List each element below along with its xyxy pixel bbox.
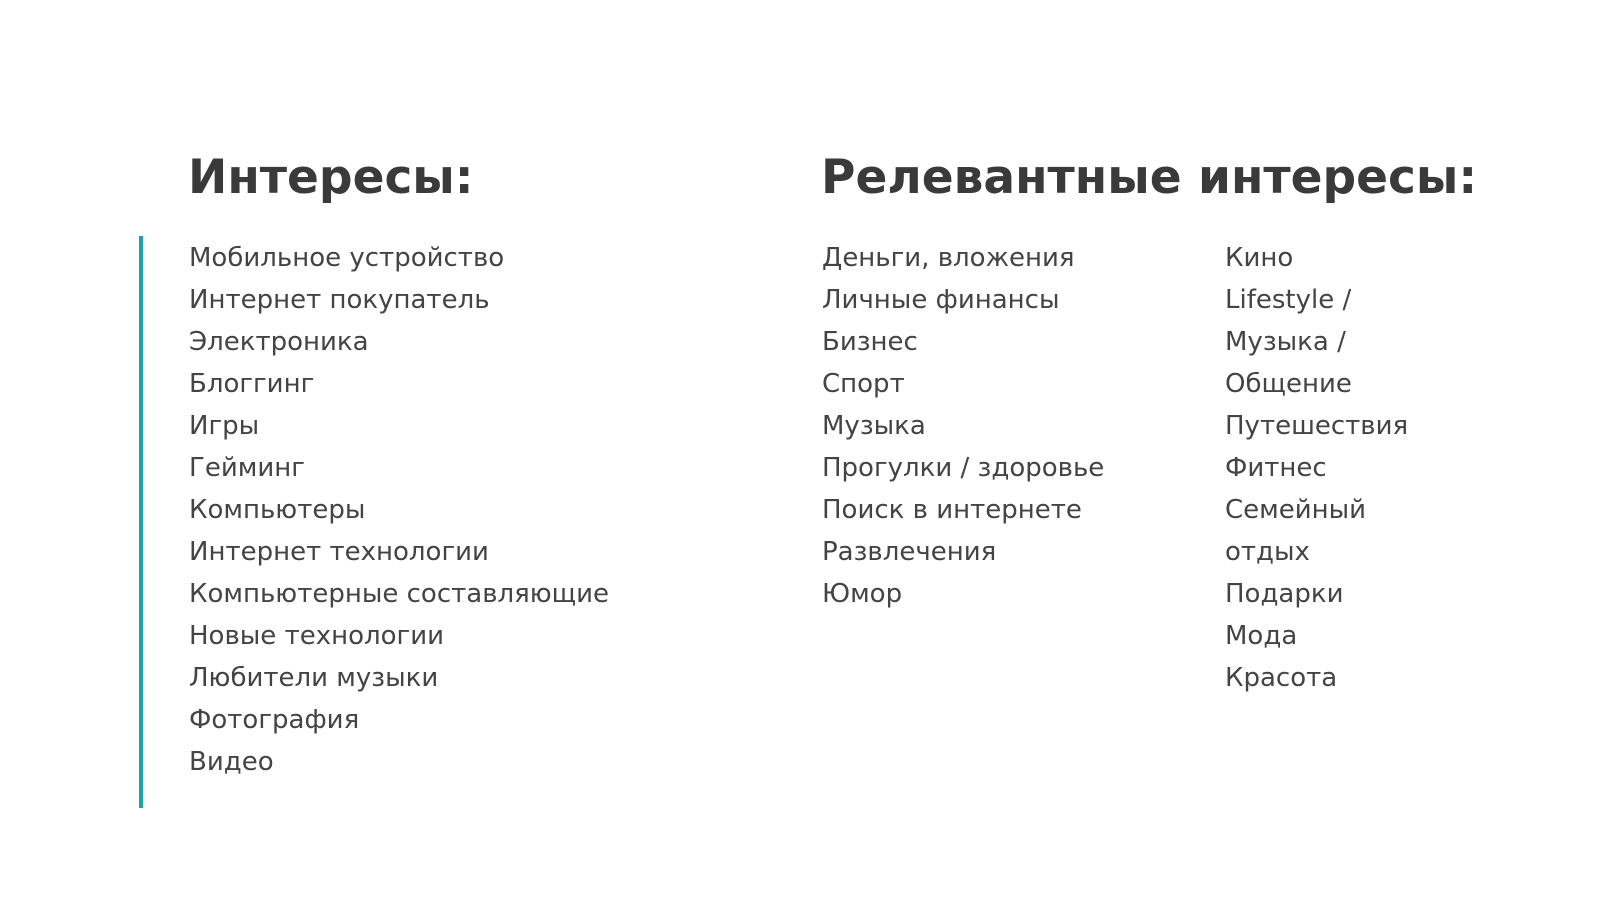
interest-item: Новые технологии — [189, 621, 444, 651]
relevant-interest-item: Подарки — [1225, 579, 1344, 609]
relevant-interest-item: Развлечения — [822, 537, 997, 567]
interest-item: Интернет покупатель — [189, 285, 490, 315]
interest-item: Любители музыки — [189, 663, 439, 693]
interest-item: Электроника — [189, 327, 369, 357]
interests-heading: Интересы: — [188, 150, 474, 205]
interest-item: Интернет технологии — [189, 537, 489, 567]
interest-item: Игры — [189, 411, 260, 441]
relevant-interest-item: Юмор — [822, 579, 903, 609]
relevant-interest-item: Lifestyle / — [1225, 285, 1352, 315]
relevant-interest-item: Фитнес — [1225, 453, 1327, 483]
interest-item: Блоггинг — [189, 369, 315, 399]
interest-item: Видео — [189, 747, 274, 777]
relevant-interest-item: Музыка — [822, 411, 926, 441]
interest-item: Компьютеры — [189, 495, 366, 525]
relevant-interest-item: Кино — [1225, 243, 1294, 273]
relevant-interest-item: Деньги, вложения — [822, 243, 1075, 273]
interest-item: Фотография — [189, 705, 360, 735]
interest-item: Компьютерные составляющие — [189, 579, 610, 609]
relevant-interest-item: отдых — [1225, 537, 1310, 567]
relevant-interest-item: Музыка / — [1225, 327, 1346, 357]
relevant-interest-item: Красота — [1225, 663, 1338, 693]
interest-item: Гейминг — [189, 453, 305, 483]
interest-item: Мобильное устройство — [189, 243, 505, 273]
relevant-interest-item: Путешествия — [1225, 411, 1409, 441]
relevant-interest-item: Спорт — [822, 369, 905, 399]
interests-list — [189, 237, 609, 783]
relevant-interest-item: Прогулки / здоровье — [822, 453, 1105, 483]
relevant-interest-item: Бизнес — [822, 327, 918, 357]
relevant-interests-list-column-2 — [1225, 237, 1408, 699]
accent-bar — [139, 236, 143, 808]
relevant-interest-item: Поиск в интернете — [822, 495, 1082, 525]
relevant-interests-list-column-1 — [822, 237, 1104, 615]
relevant-interest-item: Семейный — [1225, 495, 1367, 525]
relevant-interest-item: Мода — [1225, 621, 1298, 651]
relevant-interest-item: Общение — [1225, 369, 1352, 399]
relevant-interest-item: Личные финансы — [822, 285, 1060, 315]
relevant-interests-heading: Релевантные интересы: — [821, 150, 1478, 205]
